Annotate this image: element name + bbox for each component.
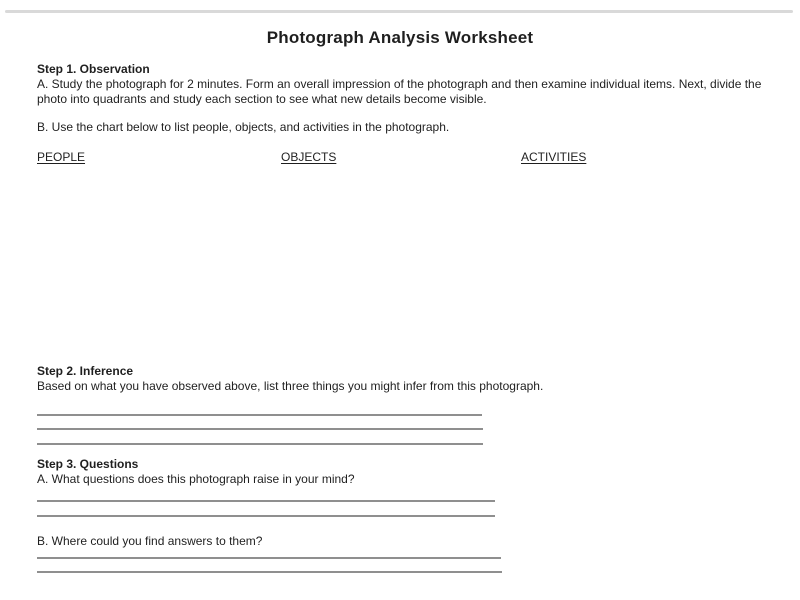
answer-line xyxy=(37,500,495,502)
step1-instruction-b: B. Use the chart below to list people, objects, and activities in the photograph. xyxy=(37,120,450,134)
answer-line xyxy=(37,557,501,559)
column-header-people: PEOPLE xyxy=(37,150,86,164)
step3-heading: Step 3. Questions xyxy=(37,457,139,471)
page-title: Photograph Analysis Worksheet xyxy=(266,28,534,47)
answer-line xyxy=(37,414,482,416)
step3-question-a: A. What questions does this photograph raise in your mind? xyxy=(37,472,355,486)
answer-line xyxy=(37,515,495,517)
page-top-rule xyxy=(5,10,793,13)
step3-question-b: B. Where could you find answers to them? xyxy=(37,534,263,548)
column-header-objects: OBJECTS xyxy=(281,150,337,164)
answer-line xyxy=(37,428,483,430)
column-header-activities: ACTIVITIES xyxy=(521,150,587,164)
step2-heading: Step 2. Inference xyxy=(37,364,134,378)
answer-line xyxy=(37,571,502,573)
step1-heading: Step 1. Observation xyxy=(37,62,150,76)
step1-instruction-a: A. Study the photograph for 2 minutes. Form an overall impression of the photograph and then examine individual items. Next, divide the photo into quadrants and study each section to see what new details become visible. xyxy=(37,77,762,106)
answer-line xyxy=(37,443,483,445)
step2-instruction: Based on what you have observed above, list three things you might infer from this photograph. xyxy=(37,379,544,393)
